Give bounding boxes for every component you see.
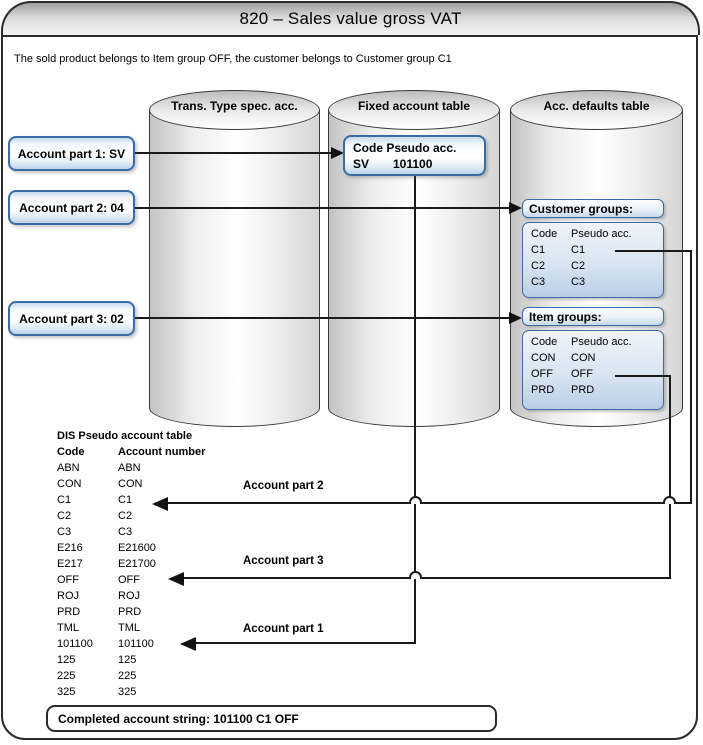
table-row: 325 325 <box>57 686 137 698</box>
customer-groups-table <box>522 222 664 298</box>
table-row: C3 C3 <box>531 275 586 288</box>
table-row: OFF OFF <box>57 574 140 586</box>
table-row: 125 125 <box>57 654 137 666</box>
account-part-2-label: Account part 2: 04 <box>19 200 124 215</box>
arrowhead-right-customer-groups-icon <box>509 202 522 214</box>
subtitle-text: The sold product belongs to Item group OFF, the customer belongs to Customer group C1 <box>14 53 452 65</box>
table-row: CON CON <box>531 351 596 364</box>
cylinder-fixed-account-label: Fixed account table <box>357 99 471 113</box>
account-part-3-label: Account part 3: 02 <box>19 311 124 326</box>
table-row: E216 E21600 <box>57 542 156 554</box>
table-row: C2 C2 <box>531 259 586 272</box>
dis-pseudo-account-table <box>57 428 205 700</box>
line-hop-icon <box>409 496 422 504</box>
table-row: 225 225 <box>57 670 137 682</box>
line-hop-icon <box>663 496 676 504</box>
cylinder-trans-type-body <box>149 110 320 408</box>
dis-table-colheads: Code Account number <box>57 446 206 458</box>
connector-part1-to-fixed <box>135 152 333 154</box>
table-row: C1 C1 <box>57 494 133 506</box>
title-bar <box>1 1 700 35</box>
connector-part2-to-customer-groups <box>135 207 511 209</box>
connector-account-part3-return <box>183 577 670 579</box>
table-row: ABN ABN <box>57 462 141 474</box>
page-title: 820 – Sales value gross VAT <box>239 9 462 28</box>
account-part-1-label: Account part 1: SV <box>17 146 126 161</box>
account-part-3-arrow-label: Account part 3 <box>243 555 324 567</box>
fixed-account-box-header: Code Pseudo acc. <box>353 141 457 155</box>
arrowhead-right-item-groups-icon <box>509 312 522 324</box>
cylinder-trans-type-label: Trans. Type spec. acc. <box>171 99 298 113</box>
account-part-2-box <box>8 190 135 225</box>
completed-account-string-text: Completed account string: 101100 C1 OFF <box>58 711 299 726</box>
connector-c1-out <box>615 250 692 252</box>
table-row: TML TML <box>57 622 140 634</box>
table-row: OFF OFF <box>531 367 593 380</box>
table-row: C2 C2 <box>57 510 133 522</box>
account-part-1-box <box>8 136 135 171</box>
table-row: E217 E21700 <box>57 558 156 570</box>
completed-account-string-box <box>46 705 497 732</box>
connector-account-part2-return <box>167 502 692 504</box>
item-groups-header: Item groups: <box>522 307 664 326</box>
table-row: C3 C3 <box>57 526 133 538</box>
connector-part3-to-item-groups <box>135 317 511 319</box>
item-groups-table <box>522 330 664 410</box>
table-row: CON CON <box>57 478 143 490</box>
dis-table-title: DIS Pseudo account table <box>57 430 193 442</box>
fixed-account-pseudo: 101100 <box>393 157 433 171</box>
connector-off-out <box>615 375 671 377</box>
customer-groups-header: Customer groups: <box>522 199 664 218</box>
table-row: C1 C1 <box>531 243 586 256</box>
table-row: PRD PRD <box>531 383 595 396</box>
cylinder-acc-defaults-label: Acc. defaults table <box>543 99 650 113</box>
connector-account-part1-return <box>194 642 416 644</box>
table-row: 101100 101100 <box>57 638 154 650</box>
account-part-1-arrow-label: Account part 1 <box>243 623 324 635</box>
fixed-account-code: SV <box>353 157 370 171</box>
table-row: ROJ ROJ <box>57 590 140 602</box>
account-part-2-arrow-label: Account part 2 <box>243 480 324 492</box>
fixed-account-box-row <box>353 156 484 172</box>
fixed-account-box <box>343 135 486 176</box>
item-groups-colheads: Code Pseudo acc. <box>531 336 632 348</box>
line-hop-icon <box>409 571 422 579</box>
account-part-3-box <box>8 301 135 336</box>
table-row: PRD PRD <box>57 606 142 618</box>
connector-off-vertical <box>669 375 671 579</box>
customer-groups-colheads: Code Pseudo acc. <box>531 228 632 240</box>
connector-c1-vertical <box>690 250 692 504</box>
